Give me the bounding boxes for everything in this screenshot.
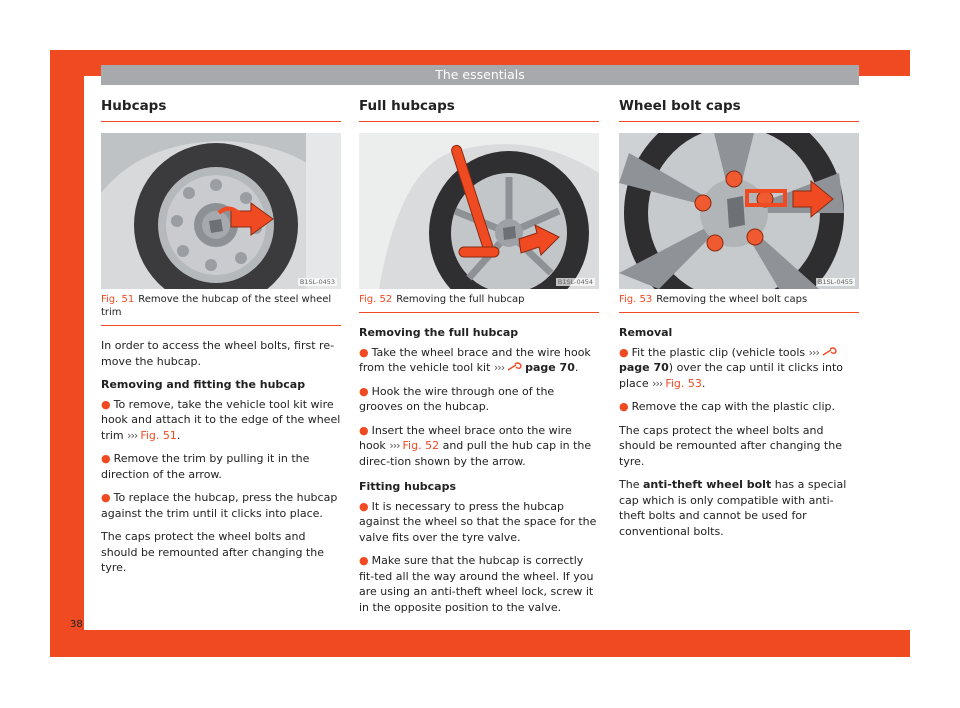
- bullet-item: [359, 423, 599, 470]
- figure-51: [101, 133, 341, 289]
- bullet-icon: ●: [359, 345, 369, 359]
- bullet-text: and pull the hub cap in the direc-tion shown by the arrow.: [359, 439, 592, 468]
- figure-number: Fig. 51: [101, 294, 135, 305]
- paragraph-text: has a special cap which is only compatible with anti-theft bolts and cannot be used for conventional bolts.: [619, 478, 847, 538]
- bullet-text: Remove the trim by pulling it in the direction of the arrow.: [101, 452, 310, 481]
- bullet-item: [101, 451, 341, 482]
- figure-number: Fig. 53: [619, 294, 653, 305]
- paragraph: The caps protect the wheel bolts and should be remounted after changing the tyre.: [619, 423, 842, 468]
- bullet-icon: ●: [101, 452, 111, 465]
- subheading: Removal: [619, 326, 673, 339]
- figure-link[interactable]: Fig. 52: [402, 439, 440, 452]
- reference-arrow-icon: ›››: [808, 345, 819, 359]
- punctuation: .: [701, 376, 706, 390]
- section-title: Full hubcaps: [359, 98, 599, 122]
- bullet-icon: ●: [359, 499, 369, 513]
- bullet-item: [101, 397, 341, 444]
- section-body: [619, 325, 859, 539]
- page-header: The essentials: [101, 65, 859, 85]
- bullet-item: [359, 553, 599, 615]
- bullet-text: It is necessary to press the hubcap against the wheel so that the space for the valve fits over the tyre valve.: [359, 499, 597, 544]
- bullet-item: [101, 490, 341, 521]
- bullet-item: [619, 345, 859, 392]
- figure-code: B1SL-0454: [557, 278, 593, 286]
- section-title: Hubcaps: [101, 98, 341, 122]
- bullet-text: ) over the cap until it clicks into place: [619, 361, 844, 390]
- subheading: Removing and fitting the hubcap: [101, 378, 306, 391]
- page-link[interactable]: page 70: [619, 361, 669, 374]
- figure-caption: [359, 293, 599, 313]
- section-body: [101, 338, 341, 576]
- section-body: [359, 325, 599, 615]
- tool-kit-icon: [822, 347, 838, 357]
- figure-53: [619, 133, 859, 289]
- bullet-icon: ●: [101, 491, 111, 504]
- reference-arrow-icon: ›››: [652, 376, 663, 390]
- steel-wheel-illustration: [101, 133, 341, 289]
- reference-arrow-icon: ›››: [389, 439, 400, 452]
- paragraph: [619, 477, 859, 539]
- bullet-icon: ●: [359, 554, 369, 567]
- page-number: 38: [70, 619, 83, 630]
- caption-text: Removing the full hubcap: [396, 294, 525, 305]
- figure-link[interactable]: Fig. 53: [665, 376, 702, 390]
- bullet-icon: ●: [619, 345, 629, 359]
- bullet-icon: ●: [101, 397, 111, 411]
- figure-code: B1SL-0453: [299, 278, 335, 286]
- bullet-text: To remove, take the vehicle tool kit wire hook and attach it to the edge of the wheel trim: [101, 397, 341, 442]
- emphasis-term: anti-theft wheel bolt: [642, 478, 772, 491]
- paragraph: In order to access the wheel bolts, first re-move the hubcap.: [101, 339, 335, 368]
- section-wheel-bolt-caps: [619, 98, 859, 547]
- figure-code: B1SL-0455: [817, 278, 853, 286]
- bullet-item: [359, 345, 599, 376]
- paragraph: The caps protect the wheel bolts and should be remounted after changing the tyre.: [101, 530, 324, 574]
- section-full-hubcaps: [359, 98, 599, 623]
- caption-text: Removing the wheel bolt caps: [656, 294, 808, 305]
- bullet-text: To replace the hubcap, press the hubcap against the trim until it clicks into place.: [101, 491, 338, 520]
- caption-text: Remove the hubcap of the steel wheel trim: [101, 294, 332, 318]
- bullet-icon: ●: [359, 384, 369, 398]
- punctuation: .: [176, 428, 181, 442]
- figure-number: Fig. 52: [359, 294, 393, 305]
- bullet-text: Hook the wire through one of the grooves on the hubcap.: [359, 384, 555, 413]
- bullet-text: Make sure that the hubcap is correctly fit-ted all the way around the wheel. If you are using an anti-theft wheel lock, screw it in the opposite position to the valve.: [359, 554, 594, 614]
- subheading: Removing the full hubcap: [359, 326, 519, 339]
- bullet-text: Take the wheel brace and the wire hook from the vehicle tool kit: [359, 345, 591, 374]
- full-hubcap-illustration: [359, 133, 599, 289]
- bullet-item: [359, 384, 599, 415]
- figure-caption: [619, 293, 859, 313]
- bullet-item: [619, 399, 859, 415]
- reference-arrow-icon: ›››: [493, 361, 505, 374]
- wheel-bolt-caps-illustration: [619, 133, 859, 289]
- figure-52: [359, 133, 599, 289]
- bullet-icon: ●: [359, 423, 369, 437]
- figure-link[interactable]: Fig. 51: [140, 428, 177, 442]
- reference-arrow-icon: ›››: [127, 428, 138, 442]
- section-title: Wheel bolt caps: [619, 98, 859, 122]
- figure-caption: [101, 293, 341, 326]
- bullet-icon: ●: [619, 400, 629, 413]
- bullet-text: Remove the cap with the plastic clip.: [631, 400, 836, 413]
- section-hubcaps: [101, 98, 341, 584]
- paragraph-text: The: [619, 478, 640, 491]
- bullet-text: Fit the plastic clip (vehicle tools: [631, 345, 806, 359]
- subheading: Fitting hubcaps: [359, 480, 457, 493]
- page-link[interactable]: page 70: [525, 361, 575, 374]
- tool-kit-icon: [507, 362, 523, 372]
- punctuation: .: [574, 361, 579, 374]
- bullet-text: Insert the wheel brace onto the wire hook: [359, 423, 572, 452]
- bullet-item: [359, 499, 599, 546]
